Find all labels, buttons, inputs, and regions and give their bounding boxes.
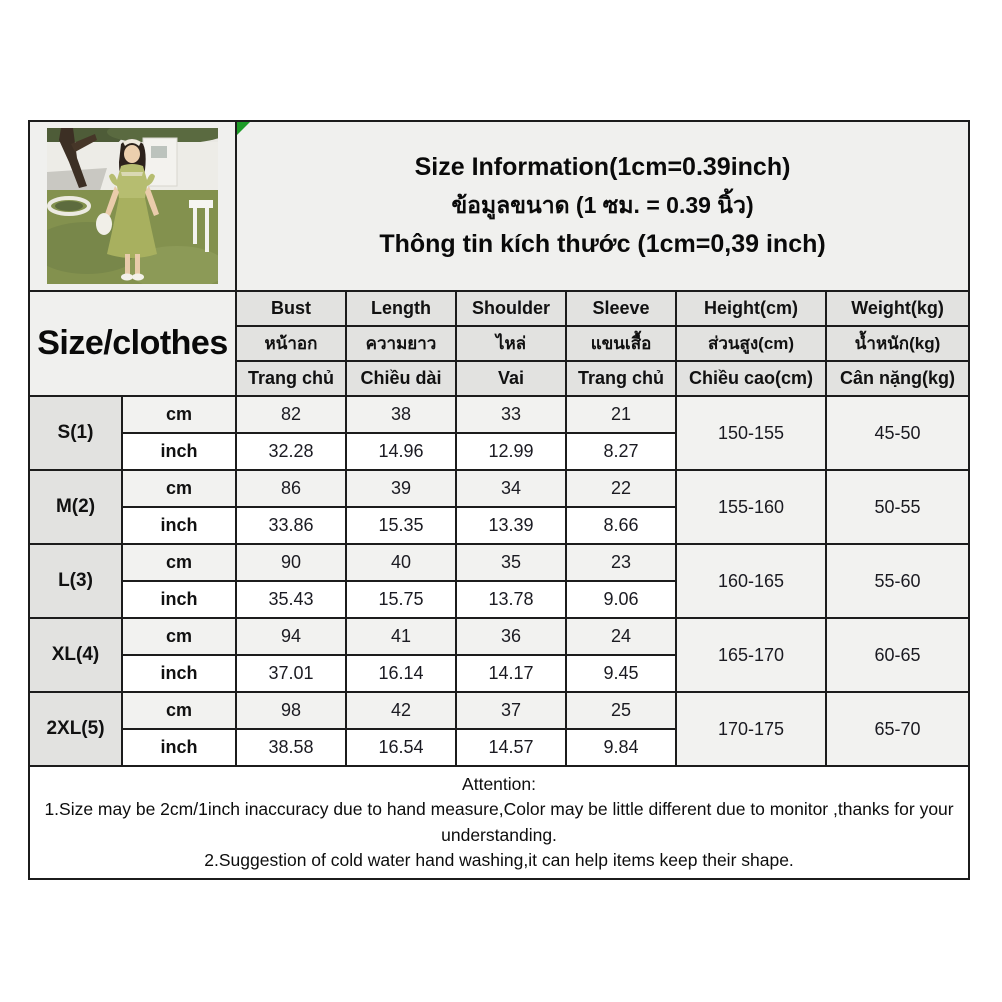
product-photo-cell xyxy=(29,121,236,291)
value-cell: 37.01 xyxy=(236,655,346,692)
value-cell: 13.39 xyxy=(456,507,566,544)
value-cell: 33 xyxy=(456,396,566,433)
unit-inch: inch xyxy=(122,729,236,766)
unit-cm: cm xyxy=(122,692,236,729)
weight-range-xl: 60-65 xyxy=(826,618,969,692)
attention-note-1: 1.Size may be 2cm/1inch inaccuracy due to hand measure,Color may be little different due to monitor ,thanks for your understanding. xyxy=(44,799,954,845)
weight-range-2xl: 65-70 xyxy=(826,692,969,766)
size-table xyxy=(28,120,970,880)
value-cell: 13.78 xyxy=(456,581,566,618)
title-cell xyxy=(236,121,969,291)
value-cell: 35 xyxy=(456,544,566,581)
value-cell: 24 xyxy=(566,618,676,655)
col-header-shoulder-vi: Vai xyxy=(456,361,566,396)
value-cell: 21 xyxy=(566,396,676,433)
value-cell: 15.35 xyxy=(346,507,456,544)
col-header-shoulder-th: ไหล่ xyxy=(456,326,566,361)
value-cell: 41 xyxy=(346,618,456,655)
unit-inch: inch xyxy=(122,507,236,544)
col-header-sleeve-vi: Trang chủ xyxy=(566,361,676,396)
size-label-s: S(1) xyxy=(29,396,122,470)
weight-range-l: 55-60 xyxy=(826,544,969,618)
col-header-bust-en: Bust xyxy=(236,291,346,326)
value-cell: 12.99 xyxy=(456,433,566,470)
value-cell: 38.58 xyxy=(236,729,346,766)
col-header-height-en: Height(cm) xyxy=(676,291,826,326)
attention-cell xyxy=(29,766,969,879)
value-cell: 8.27 xyxy=(566,433,676,470)
value-cell: 36 xyxy=(456,618,566,655)
value-cell: 16.54 xyxy=(346,729,456,766)
value-cell: 15.75 xyxy=(346,581,456,618)
size-label-xl: XL(4) xyxy=(29,618,122,692)
value-cell: 14.96 xyxy=(346,433,456,470)
col-header-length-en: Length xyxy=(346,291,456,326)
value-cell: 90 xyxy=(236,544,346,581)
col-header-length-th: ความยาว xyxy=(346,326,456,361)
unit-cm: cm xyxy=(122,396,236,433)
value-cell: 9.84 xyxy=(566,729,676,766)
value-cell: 9.06 xyxy=(566,581,676,618)
height-range-m: 155-160 xyxy=(676,470,826,544)
title-block xyxy=(237,122,968,290)
value-cell: 34 xyxy=(456,470,566,507)
value-cell: 8.66 xyxy=(566,507,676,544)
value-cell: 22 xyxy=(566,470,676,507)
value-cell: 94 xyxy=(236,618,346,655)
value-cell: 16.14 xyxy=(346,655,456,692)
weight-range-m: 50-55 xyxy=(826,470,969,544)
unit-inch: inch xyxy=(122,433,236,470)
col-header-weight-vi: Cân nặng(kg) xyxy=(826,361,969,396)
col-header-height-vi: Chiều cao(cm) xyxy=(676,361,826,396)
value-cell: 23 xyxy=(566,544,676,581)
value-cell: 33.86 xyxy=(236,507,346,544)
value-cell: 42 xyxy=(346,692,456,729)
height-range-l: 160-165 xyxy=(676,544,826,618)
size-label-l: L(3) xyxy=(29,544,122,618)
title-thai: ข้อมูลขนาด (1 ซม. = 0.39 นิ้ว) xyxy=(451,192,754,218)
height-range-xl: 165-170 xyxy=(676,618,826,692)
col-header-weight-en: Weight(kg) xyxy=(826,291,969,326)
unit-inch: inch xyxy=(122,655,236,692)
size-chart-sheet xyxy=(28,120,970,880)
value-cell: 9.45 xyxy=(566,655,676,692)
attention-title: Attention: xyxy=(462,773,536,794)
col-header-shoulder-en: Shoulder xyxy=(456,291,566,326)
value-cell: 37 xyxy=(456,692,566,729)
value-cell: 14.17 xyxy=(456,655,566,692)
title-vietnamese: Thông tin kích thước (1cm=0,39 inch) xyxy=(379,230,826,258)
value-cell: 86 xyxy=(236,470,346,507)
size-label-m: M(2) xyxy=(29,470,122,544)
height-range-2xl: 170-175 xyxy=(676,692,826,766)
value-cell: 38 xyxy=(346,396,456,433)
cell-comment-flag-icon xyxy=(237,122,250,135)
col-header-sleeve-en: Sleeve xyxy=(566,291,676,326)
value-cell: 14.57 xyxy=(456,729,566,766)
value-cell: 35.43 xyxy=(236,581,346,618)
height-range-s: 150-155 xyxy=(676,396,826,470)
corner-label: Size/clothes xyxy=(37,324,228,362)
corner-cell xyxy=(29,291,236,396)
title-english: Size Information(1cm=0.39inch) xyxy=(414,153,791,181)
product-photo xyxy=(47,128,218,284)
value-cell: 82 xyxy=(236,396,346,433)
col-header-bust-vi: Trang chủ xyxy=(236,361,346,396)
attention-note-2: 2.Suggestion of cold water hand washing,it can help items keep their shape. xyxy=(204,850,794,870)
col-header-sleeve-th: แขนเสื้อ xyxy=(566,326,676,361)
unit-cm: cm xyxy=(122,470,236,507)
value-cell: 25 xyxy=(566,692,676,729)
col-header-length-vi: Chiều dài xyxy=(346,361,456,396)
col-header-bust-th: หน้าอก xyxy=(236,326,346,361)
value-cell: 40 xyxy=(346,544,456,581)
value-cell: 32.28 xyxy=(236,433,346,470)
unit-cm: cm xyxy=(122,618,236,655)
weight-range-s: 45-50 xyxy=(826,396,969,470)
col-header-height-th: ส่วนสูง(cm) xyxy=(676,326,826,361)
unit-cm: cm xyxy=(122,544,236,581)
value-cell: 98 xyxy=(236,692,346,729)
col-header-weight-th: น้ำหนัก(kg) xyxy=(826,326,969,361)
size-label-2xl: 2XL(5) xyxy=(29,692,122,766)
value-cell: 39 xyxy=(346,470,456,507)
unit-inch: inch xyxy=(122,581,236,618)
